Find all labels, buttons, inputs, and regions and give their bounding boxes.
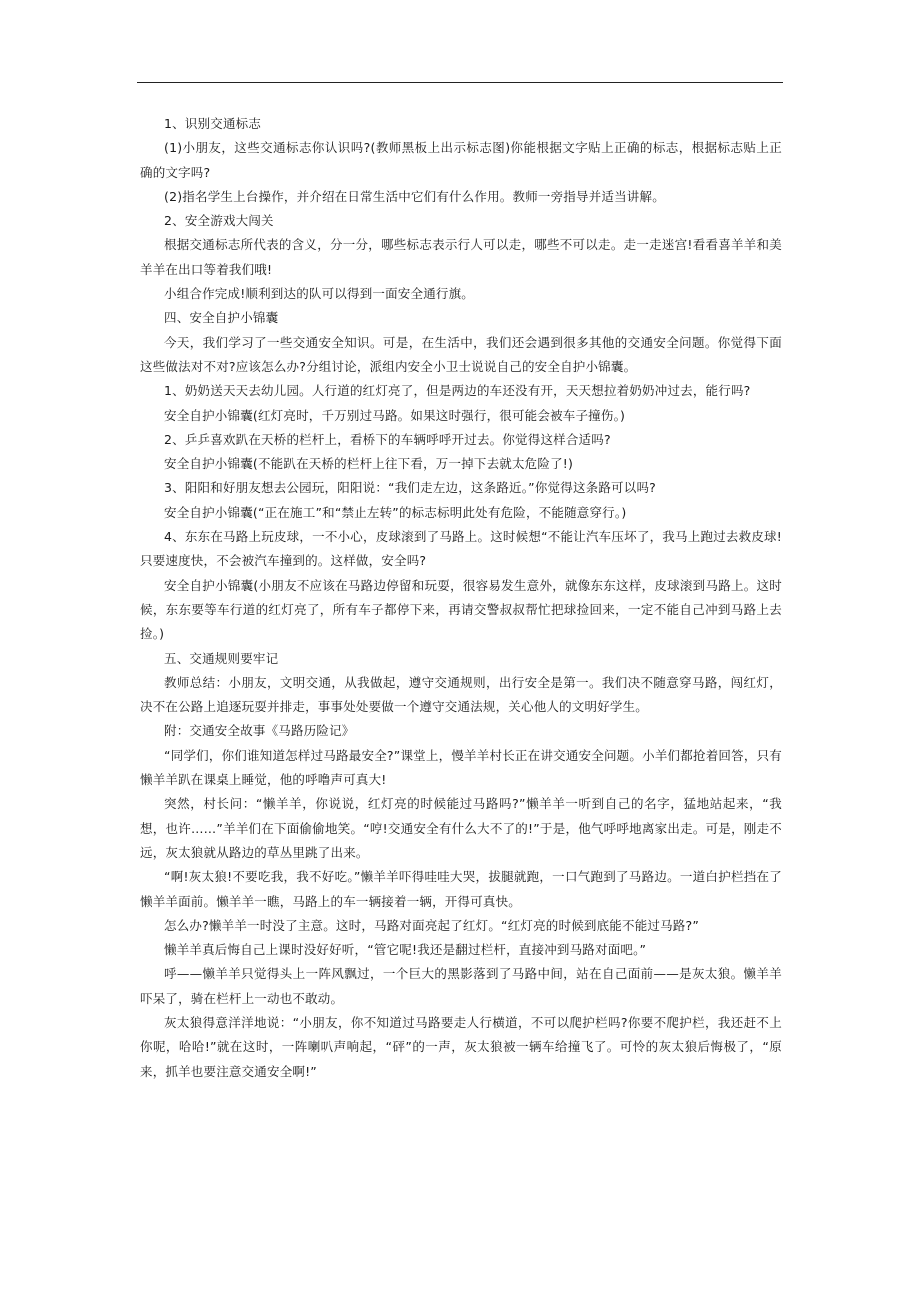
story-paragraph: 突然，村长问：“懒羊羊，你说说，红灯亮的时候能过马路吗?”懒羊羊一听到自己的名字，猛地站起来，“我想，也许……”羊羊们在下面偷偷地笑。“哼!交通安全有什么大不了的!”于是，他气呼呼地离家出走。可是，刚走不远，灰太狼就从路边的草丛里跳了出来。	[140, 796, 782, 860]
tip-2: 安全自护小锦囊(不能趴在天桥的栏杆上往下看，万一掉下去就太危险了!)	[164, 456, 574, 472]
tip-3: 安全自护小锦囊(“正在施工”和“禁止左转”的标志标明此处有危险，不能随意穿行。)	[164, 504, 627, 520]
tip-4: 安全自护小锦囊(小朋友不应该在马路边停留和玩耍，很容易发生意外，就像东东这样，皮球滚到马路上。这时候，东东要等车行道的红灯亮了，所有车子都停下来，再请交警叔叔帮忙把球捡回来，一定不能自己冲到马路上去捡。)	[140, 577, 782, 642]
paragraph: 今天，我们学习了一些交通安全知识。可是，在生活中，我们还会遇到很多其他的交通安全问题。你觉得下面这些做法对不对?应该怎么办?分组讨论，派组内安全小卫士说说自己的安全自护小锦囊。	[140, 334, 782, 374]
paragraph: 根据交通标志所代表的含义，分一分，哪些标志表示行人可以走，哪些不可以走。走一走迷宫!看看喜羊羊和美羊羊在出口等着我们哦!	[140, 237, 782, 277]
story-paragraph: 怎么办?懒羊羊一时没了主意。这时，马路对面亮起了红灯。“红灯亮的时候到底能不能过马路?”	[164, 917, 700, 933]
question-1: 1、奶奶送天天去幼儿园。人行道的红灯亮了，但是两边的车还没有开，天天想拉着奶奶冲过去，能行吗?	[164, 383, 751, 399]
story-paragraph: 呼——懒羊羊只觉得头上一阵风飘过，一个巨大的黑影落到了马路中间，站在自己面前——是灰太狼。懒羊羊吓呆了，骑在栏杆上一动也不敢动。	[140, 966, 782, 1006]
section-heading-2: 2、安全游戏大闯关	[164, 213, 274, 229]
appendix-title: 附：交通安全故事《马路历险记》	[164, 723, 355, 739]
tip-1: 安全自护小锦囊(红灯亮时，千万别过马路。如果这时强行，很可能会被车子撞伤。)	[164, 407, 626, 423]
paragraph: 小组合作完成!顺利到达的队可以得到一面安全通行旗。	[164, 286, 475, 302]
header-rule	[137, 82, 783, 83]
question-3: 3、阳阳和好朋友想去公园玩，阳阳说：“我们走左边，这条路近。”你觉得这条路可以吗?	[164, 480, 656, 496]
story-paragraph: 灰太狼得意洋洋地说：“小朋友，你不知道过马路要走人行横道，不可以爬护栏吗?你要不爬护栏，我还赶不上你呢，哈哈!”就在这时，一阵喇叭声响起，“砰”的一声，灰太狼被一辆车给撞飞了。可怜的灰太狼后悔极了，“原来，抓羊也要注意交通安全啊!”	[140, 1014, 782, 1079]
section-heading-5: 五、交通规则要牢记	[164, 650, 279, 666]
section-heading-4: 四、安全自护小锦囊	[164, 310, 279, 326]
paragraph: (1)小朋友，这些交通标志你认识吗?(教师黑板上出示标志图)你能根据文字贴上正确的标志，根据标志贴上正确的文字吗?	[140, 140, 782, 180]
question-4: 4、东东在马路上玩皮球，一不小心，皮球滚到了马路上。这时候想“不能让汽车压坏了，我马上跑过去救皮球!只要速度快，不会被汽车撞到的。这样做，安全吗?	[140, 529, 782, 569]
document-body	[140, 112, 782, 1084]
story-paragraph: “啊!灰太狼!不要吃我，我不好吃。”懒羊羊吓得哇哇大哭，拔腿就跑，一口气跑到了马路边。一道白护栏挡在了懒羊羊面前。懒羊羊一瞧，马路上的车一辆接着一辆，开得可真快。	[140, 869, 782, 909]
paragraph: (2)指名学生上台操作，并介绍在日常生活中它们有什么作用。教师一旁指导并适当讲解。	[164, 188, 665, 204]
section-heading-1: 1、识别交通标志	[164, 116, 262, 131]
question-2: 2、乒乒喜欢趴在天桥的栏杆上，看桥下的车辆呼呼开过去。你觉得这样合适吗?	[164, 431, 611, 447]
story-paragraph: 懒羊羊真后悔自己上课时没好好听，“管它呢!我还是翻过栏杆，直接冲到马路对面吧。”	[164, 942, 647, 958]
story-paragraph: “同学们，你们谁知道怎样过马路最安全?”课堂上，慢羊羊村长正在讲交通安全问题。小羊们都抢着回答，只有懒羊羊趴在课桌上睡觉，他的呼噜声可真大!	[140, 747, 782, 788]
teacher-summary: 教师总结：小朋友，文明交通，从我做起，遵守交通规则，出行安全是第一。我们决不随意穿马路，闯红灯，决不在公路上追逐玩耍并排走，事事处处要做一个遵守交通法规，关心他人的文明好学生。	[140, 674, 782, 715]
